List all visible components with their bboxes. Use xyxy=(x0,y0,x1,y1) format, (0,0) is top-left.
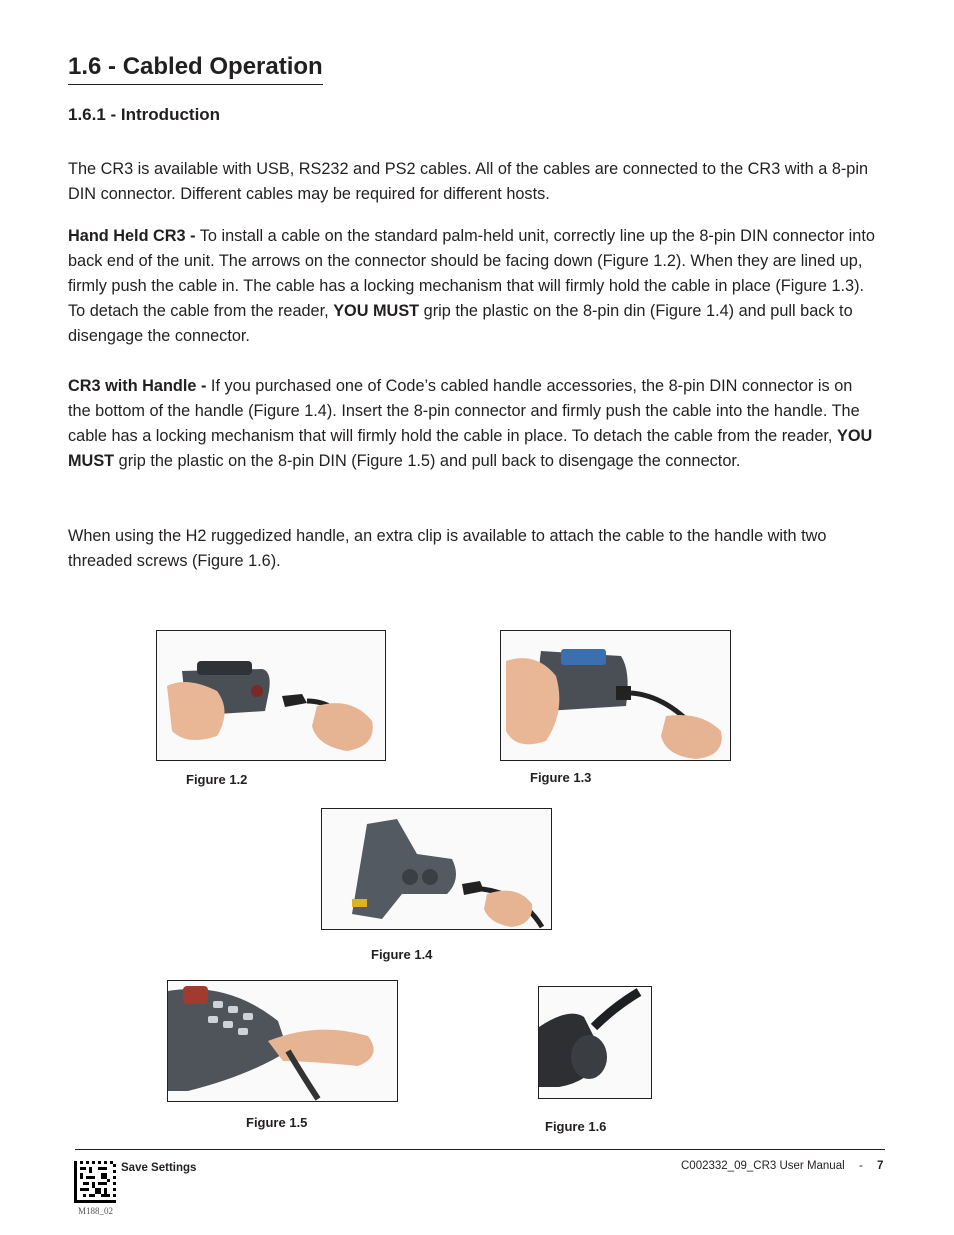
connector-locked-illustration xyxy=(501,631,730,760)
handle-emphasis: YOU MUST xyxy=(68,427,873,470)
handle-connector-illustration xyxy=(322,809,551,929)
handheld-text-1: To install a cable on the standard palm-held unit, correctly line up the 8-pin DIN connector into back end of the unit. The arrows on the connector should be facing down (Figure 1.2). When they are lined up, firmly push the cable in. The cable has a locking mechanism that will firmly hold the cable in place (Figure 1.3). To detach the cable from the reader, xyxy=(68,227,875,320)
section-title: 1.6 - Cabled Operation xyxy=(68,52,323,85)
figure-1-3-photo xyxy=(500,630,731,761)
save-settings-label: Save Settings xyxy=(121,1162,197,1174)
section-subtitle: 1.6.1 - Introduction xyxy=(68,105,221,124)
page-number: 7 xyxy=(877,1160,884,1172)
handle-paragraph xyxy=(68,374,878,474)
handle-lead: CR3 with Handle - xyxy=(68,377,207,395)
figure-1-2-caption: Figure 1.2 xyxy=(186,772,248,787)
hands-inserting-connector-illustration xyxy=(157,631,385,760)
handheld-text-2: grip the plastic on the 8-pin din (Figure 1.4) and pull back to disengage the connector. xyxy=(68,302,853,345)
handle-text-1: If you purchased one of Code’s cabled handle accessories, the 8-pin DIN connector is on the bottom of the handle (Figure 1.4). Insert the 8-pin connector and firmly push the cable into the handle. The cable has a locking mechanism that will firmly hold the cable in place. To detach the cable from the reader, xyxy=(68,377,860,445)
figure-1-6-caption: Figure 1.6 xyxy=(545,1119,607,1134)
handheld-paragraph xyxy=(68,224,878,349)
handle-text-2: grip the plastic on the 8-pin DIN (Figure 1.5) and pull back to disengage the connector. xyxy=(114,452,741,470)
figure-1-5-caption: Figure 1.5 xyxy=(246,1115,308,1130)
manual-name: C002332_09_CR3 User Manual xyxy=(681,1160,845,1172)
detaching-connector-illustration xyxy=(168,981,397,1101)
data-matrix-barcode-icon xyxy=(74,1161,116,1203)
cable-clip-illustration xyxy=(539,987,651,1098)
figure-1-4-photo xyxy=(321,808,552,930)
handheld-emphasis: YOU MUST xyxy=(333,302,420,320)
save-settings-barcode xyxy=(74,1161,116,1203)
figure-1-5-photo xyxy=(167,980,398,1102)
h2-handle-paragraph: When using the H2 ruggedized handle, an extra clip is available to attach the cable to the handle with two threaded screws (Figure 1.6). xyxy=(68,527,827,570)
barcode-code: M188_02 xyxy=(78,1206,114,1216)
intro-paragraph: The CR3 is available with USB, RS232 and PS2 cables. All of the cables are connected to the CR3 with a 8-pin DIN connector. Different cables may be required for different hosts. xyxy=(68,160,869,203)
handheld-lead: Hand Held CR3 - xyxy=(68,227,196,245)
footer-divider xyxy=(75,1149,885,1150)
figure-1-6-photo xyxy=(538,986,652,1099)
figure-1-4-caption: Figure 1.4 xyxy=(371,947,433,962)
figure-1-3-caption: Figure 1.3 xyxy=(530,770,592,785)
figure-1-2-photo xyxy=(156,630,386,761)
footer-separator: - xyxy=(859,1160,863,1172)
